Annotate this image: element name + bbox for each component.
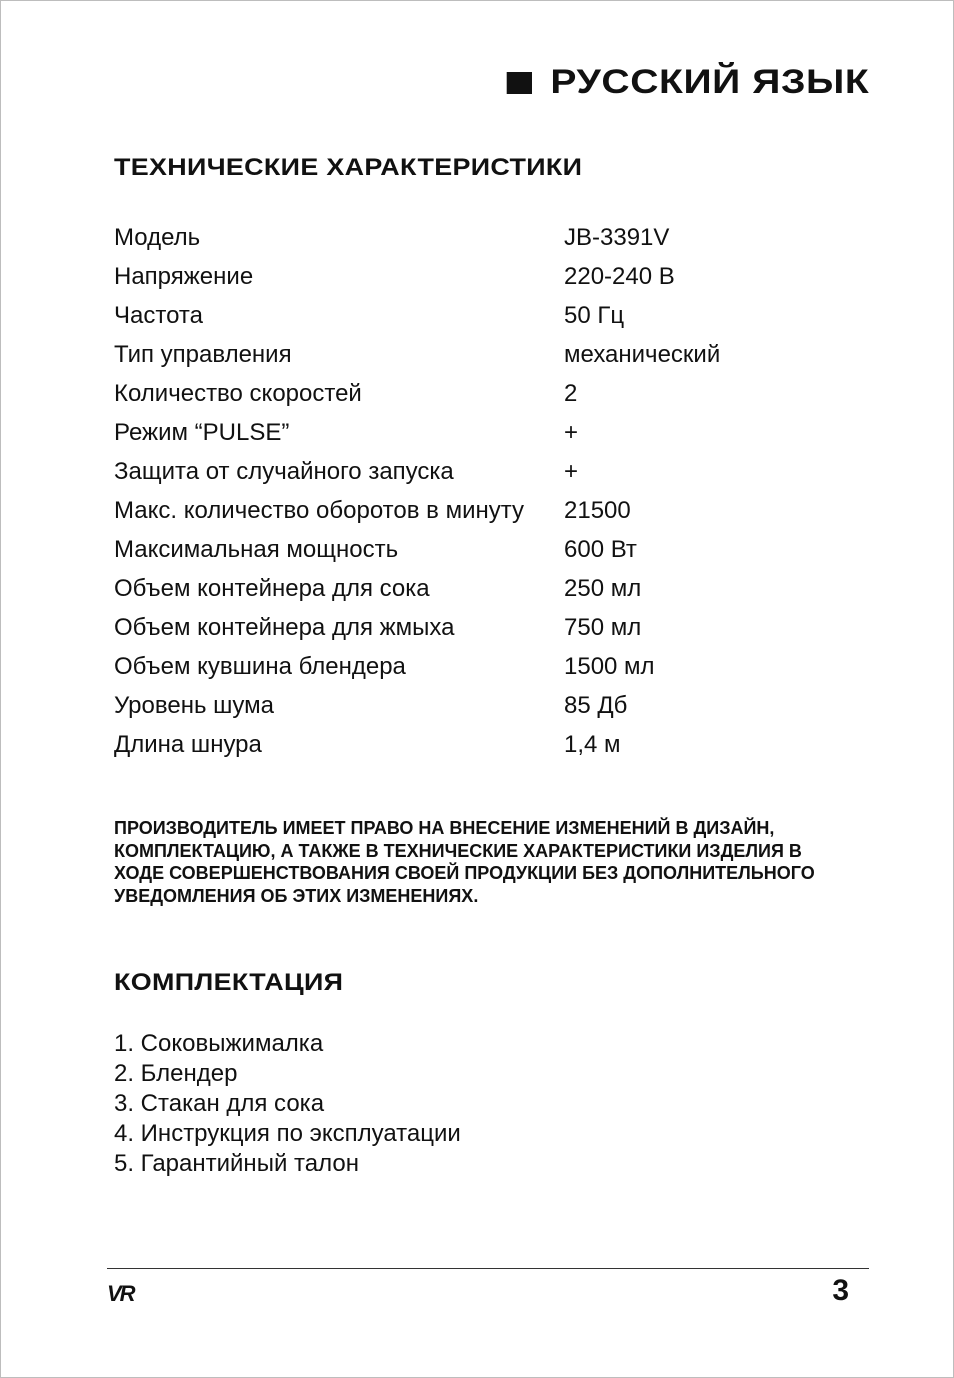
kit-title: КОМПЛЕКТАЦИЯ [114, 969, 344, 996]
spec-row [114, 257, 720, 296]
spec-label: Количество скоростей [114, 379, 362, 407]
kit-item: 3. Стакан для сока [114, 1090, 325, 1117]
page-number: 3 [832, 1274, 849, 1307]
kit-item: 5. Гарантийный талон [114, 1150, 359, 1177]
spec-value: JB-3391V [564, 223, 670, 251]
spec-label: Уровень шума [114, 691, 274, 719]
spec-label: Длина шнура [114, 730, 262, 758]
spec-row [114, 413, 720, 452]
language-header [506, 63, 869, 102]
spec-row [114, 452, 720, 491]
spec-label: Максимальная мощность [114, 535, 399, 563]
spec-value: 85 Дб [564, 691, 628, 719]
footer-divider [107, 1268, 869, 1269]
spec-row [114, 530, 720, 569]
spec-value: механический [564, 340, 721, 368]
specs-table [114, 218, 720, 764]
spec-value: + [564, 418, 579, 446]
spec-label: Напряжение [114, 262, 254, 290]
spec-value: + [564, 457, 579, 485]
spec-label: Объем контейнера для сока [114, 574, 430, 602]
brand-logo: VR [107, 1281, 134, 1306]
spec-label: Режим “PULSE” [114, 418, 290, 446]
spec-value: 1500 мл [564, 652, 655, 680]
spec-row [114, 335, 720, 374]
spec-row [114, 608, 720, 647]
spec-label: Частота [114, 301, 203, 329]
spec-row [114, 647, 720, 686]
kit-list [114, 1029, 461, 1179]
notice-line: ХОДЕ СОВЕРШЕНСТВОВАНИЯ СВОЕЙ ПРОДУКЦИИ БЕЗ ДОПОЛНИТЕЛЬНОГО [114, 863, 815, 883]
spec-value: 1,4 м [564, 730, 621, 758]
kit-item: 2. Блендер [114, 1060, 238, 1087]
spec-label: Модель [114, 223, 201, 251]
spec-row [114, 374, 720, 413]
notice-line: ПРОИЗВОДИТЕЛЬ ИМЕЕТ ПРАВО НА ВНЕСЕНИЕ ИЗМЕНЕНИЙ В ДИЗАЙН, [114, 818, 775, 838]
spec-label: Объем контейнера для жмыха [114, 613, 455, 641]
spec-row [114, 569, 720, 608]
spec-row [114, 491, 720, 530]
notice-line: КОМПЛЕКТАЦИЮ, А ТАКЖЕ В ТЕХНИЧЕСКИЕ ХАРАКТЕРИСТИКИ ИЗДЕЛИЯ В [114, 840, 802, 861]
spec-value: 2 [564, 379, 578, 407]
manufacturer-notice [114, 817, 874, 907]
spec-value: 50 Гц [564, 301, 625, 329]
kit-item: 4. Инструкция по эксплуатации [114, 1120, 461, 1147]
square-bullet-icon [506, 72, 531, 94]
language-label: РУССКИЙ ЯЗЫК [550, 63, 869, 101]
spec-label: Защита от случайного запуска [114, 457, 454, 485]
spec-value: 600 Вт [564, 535, 637, 563]
spec-row [114, 296, 720, 335]
spec-label: Макс. количество оборотов в минуту [114, 496, 524, 524]
specs-title: ТЕХНИЧЕСКИЕ ХАРАКТЕРИСТИКИ [114, 154, 583, 181]
notice-line: УВЕДОМЛЕНИЯ ОБ ЭТИХ ИЗМЕНЕНИЯХ. [114, 885, 479, 906]
kit-item: 1. Соковыжималка [114, 1030, 324, 1057]
spec-row [114, 686, 720, 725]
spec-label: Объем кувшина блендера [114, 652, 406, 680]
spec-value: 21500 [564, 496, 631, 524]
spec-value: 220-240 В [564, 262, 675, 290]
spec-row [114, 218, 720, 257]
spec-value: 250 мл [564, 574, 642, 602]
spec-label: Тип управления [114, 340, 292, 368]
spec-row [114, 725, 720, 764]
spec-value: 750 мл [564, 613, 642, 641]
